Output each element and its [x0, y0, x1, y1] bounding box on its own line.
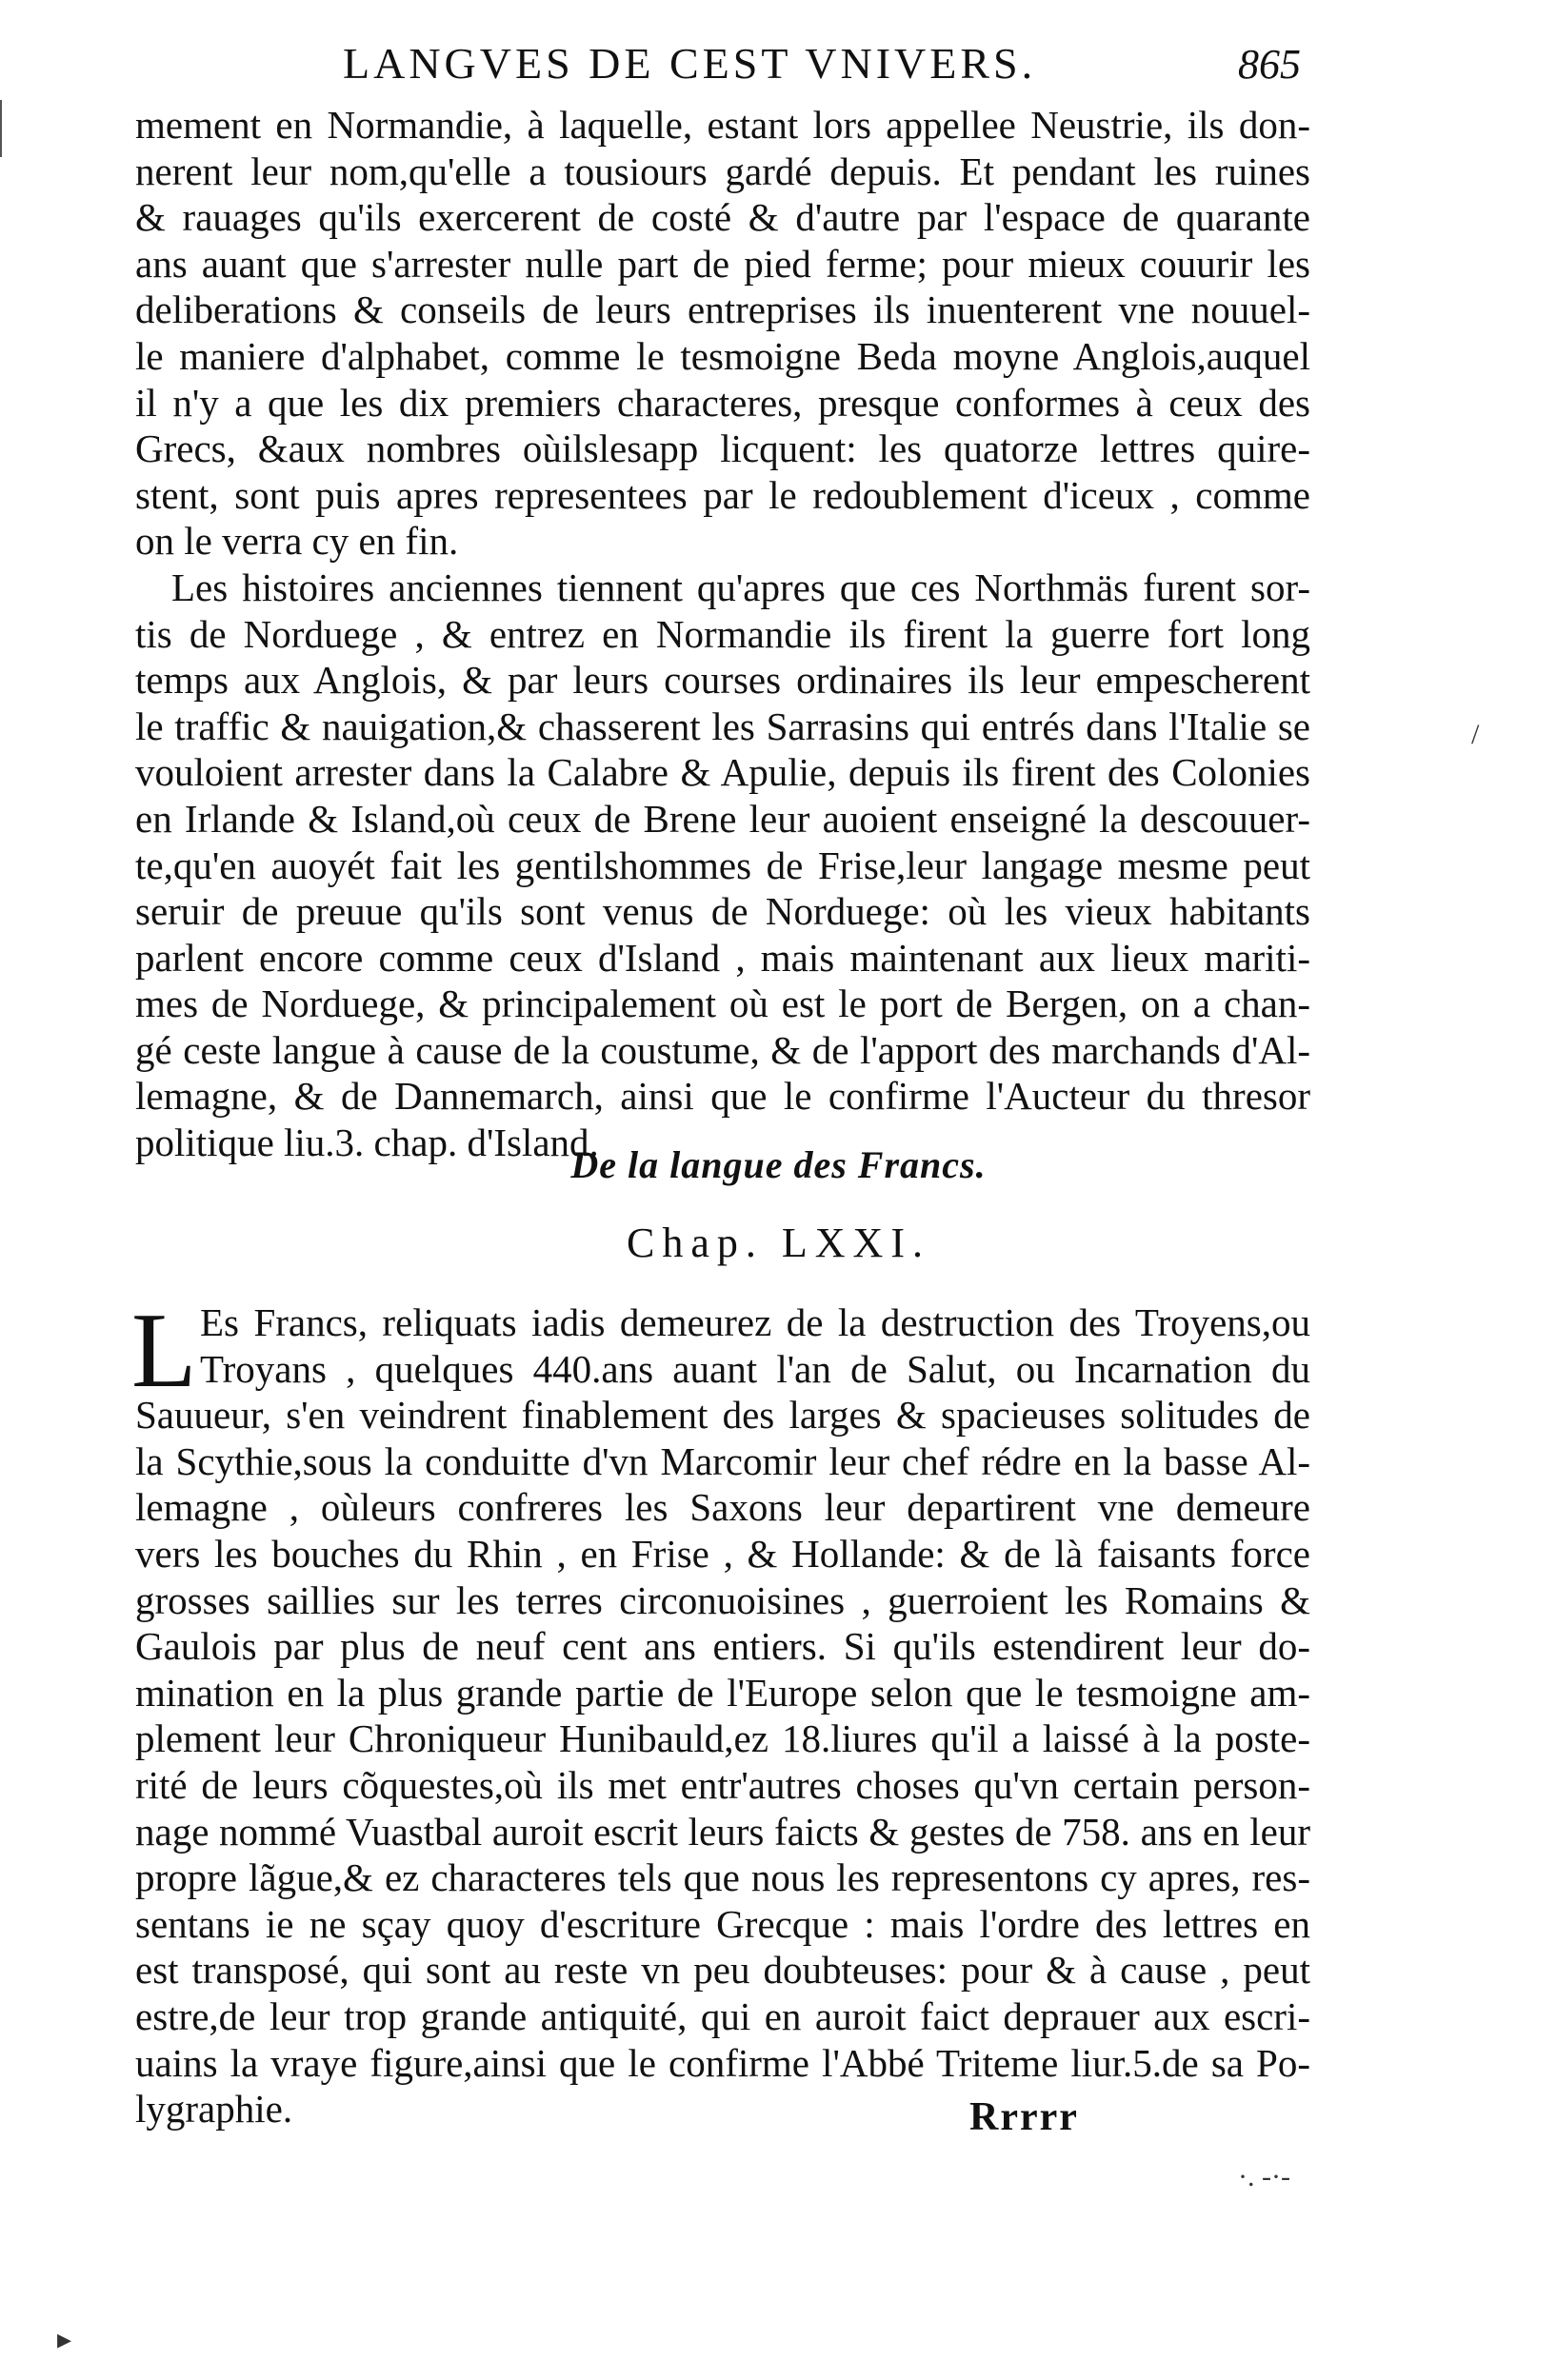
- margin-speck: /: [1471, 719, 1480, 750]
- text-line: on le verra cy en fin.: [135, 519, 459, 564]
- text-line: grosses saillies sur les terres circonuoisines , guerroient les Romains &: [135, 1577, 1310, 1622]
- text-line: rité de leurs cõquestes,où ils met entr'autres choses qu'vn certain person-: [135, 1762, 1310, 1807]
- margin-speck: ▸: [57, 2324, 72, 2355]
- text-line: lemagne , oùleurs confreres les Saxons leur departirent vne demeure: [135, 1485, 1310, 1530]
- text-line: la Scythie,sous la conduitte d'vn Marcomir leur chef rédre en la basse Al-: [135, 1438, 1310, 1483]
- text-line: sentans ie ne sçay quoy d'escriture Grecque : mais l'ordre des lettres en: [135, 1901, 1310, 1946]
- text-line: tis de Norduege , & entrez en Normandie ils firent la guerre fort long: [135, 611, 1310, 656]
- chapter-body: [131, 1292, 1310, 2132]
- text-line: te,qu'en auoyét fait les gentilshommes de Frise,leur langage mesme peut: [135, 843, 1310, 887]
- page-number: 865: [1238, 41, 1301, 88]
- text-line: estre,de leur trop grande antiquité, qui en auroit faict deprauer aux escri-: [135, 1993, 1310, 2038]
- margin-speck: ·. -·-: [1238, 2161, 1290, 2192]
- text-line: Les histoires anciennes tiennent qu'apres que ces Northmäs furent sor-: [171, 565, 1310, 609]
- running-head: LANGVES DE CEST VNIVERS.: [343, 39, 1037, 88]
- text-line: ans auant que s'arrester nulle part de pied ferme; pour mieux couurir les: [135, 241, 1310, 286]
- text-line: & rauages qu'ils exercerent de costé & d'autre par l'espace de quarante: [135, 195, 1310, 240]
- drop-cap-initial: L: [131, 1292, 197, 1410]
- text-line: le traffic & nauigation,& chasserent les Sarrasins qui entrés dans l'Italie se: [135, 704, 1310, 748]
- text-line: mement en Normandie, à laquelle, estant lors appellee Neustrie, ils don-: [135, 103, 1310, 147]
- text-line: Sauueur, s'en veindrent finablement des larges & spacieuses solitudes de: [135, 1393, 1310, 1438]
- chapter-heading: Chap. LXXI.: [627, 1220, 930, 1266]
- text-line: deliberations & conseils de leurs entreprises ils inuenterent vne nouuel-: [135, 288, 1310, 332]
- text-line: lemagne, & de Dannemarch, ainsi que le confirme l'Aucteur du thresor: [135, 1074, 1310, 1119]
- paragraph-1: [135, 102, 1310, 565]
- margin-rule: [0, 100, 2, 157]
- text-line: Gaulois par plus de neuf cent ans entiers. Si qu'ils estendirent leur do-: [135, 1624, 1310, 1669]
- text-line: mes de Norduege, & principalement où est le port de Bergen, on a chan-: [135, 982, 1310, 1026]
- text-line: seruir de preuue qu'ils sont venus de Norduege: où les vieux habitants: [135, 889, 1310, 934]
- text-line: en Irlande & Island,où ceux de Brene leur auoient enseigné la descouuer-: [135, 796, 1310, 841]
- text-line: plement leur Chroniqueur Hunibauld,ez 18.liures qu'il a laissé à la poste-: [135, 1716, 1310, 1761]
- catchword: Rrrrr: [969, 2095, 1079, 2139]
- chapter-paragraph: [131, 1292, 1310, 2132]
- text-line: il n'y a que les dix premiers characteres, presque conformes à ceux des: [135, 380, 1310, 425]
- text-line: stent, sont puis apres representees par le redoublement d'iceux , comme: [135, 472, 1310, 517]
- text-line: vers les bouches du Rhin , en Frise , & Hollande: & de là faisants force: [135, 1531, 1310, 1576]
- text-line: vouloient arrester dans la Calabre & Apulie, depuis ils firent des Colonies: [135, 750, 1310, 795]
- text-line: est transposé, qui sont au reste vn peu doubteuses: pour & à cause , peut: [135, 1948, 1310, 1993]
- text-line: nerent leur nom,qu'elle a tousiours gardé depuis. Et pendant les ruines: [135, 149, 1310, 193]
- section-title: De la langue des Francs.: [570, 1143, 987, 1186]
- text-line: Grecs, &aux nombres oùilslesapp licquent: les quatorze lettres quire-: [135, 426, 1310, 471]
- text-line: Es Francs, reliquats iadis demeurez de la destruction des Troyens,ou: [200, 1300, 1310, 1344]
- text-line: le maniere d'alphabet, comme le tesmoigne Beda moyne Anglois,auquel: [135, 333, 1310, 378]
- text-line: Troyans , quelques 440.ans auant l'an de Salut, ou Incarnation du: [200, 1346, 1310, 1391]
- text-line: uains la vraye figure,ainsi que le confirme l'Abbé Triteme liur.5.de sa Po-: [135, 2040, 1310, 2085]
- text-line: gé ceste langue à cause de la coustume, & de l'apport des marchands d'Al-: [135, 1027, 1310, 1072]
- text-line: temps aux Anglois, & par leurs courses ordinaires ils leur empescherent: [135, 658, 1310, 703]
- text-block-top: [135, 102, 1310, 1166]
- paragraph-2: [135, 565, 1310, 1166]
- text-line: nage nommé Vuastbal auroit escrit leurs faicts & gestes de 758. ans en leur: [135, 1809, 1310, 1854]
- text-line: mination en la plus grande partie de l'Europe selon que le tesmoigne am-: [135, 1670, 1310, 1715]
- text-line: politique liu.3. chap. d'Island.: [135, 1121, 599, 1165]
- text-line: parlent encore comme ceux d'Island , mais maintenant aux lieux mariti-: [135, 935, 1310, 980]
- text-line: propre lãgue,& ez characteres tels que nous les representons cy apres, res-: [135, 1855, 1310, 1900]
- text-line: lygraphie.: [135, 2087, 293, 2132]
